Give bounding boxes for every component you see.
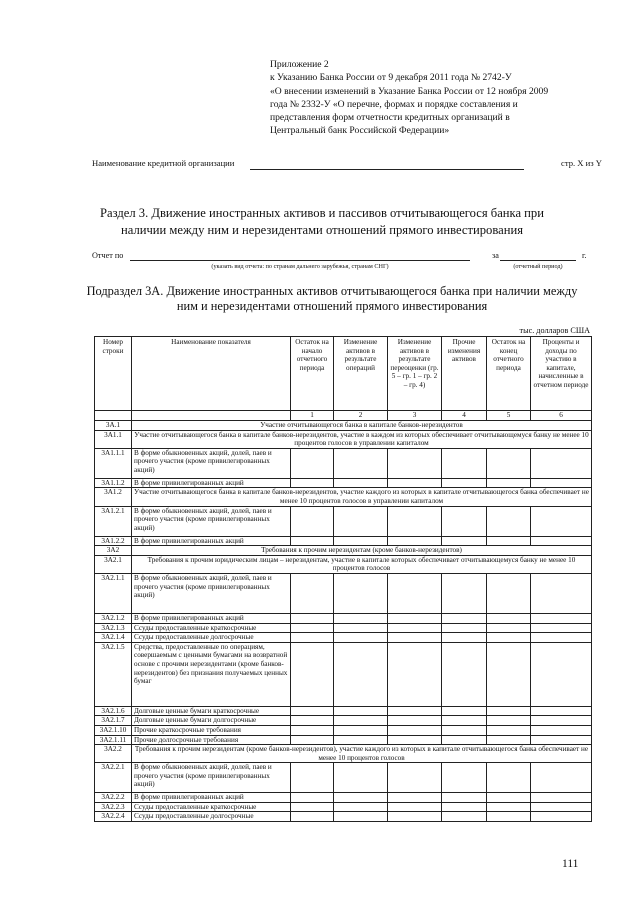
col-header: Остаток на конец отчетного периода xyxy=(487,337,531,411)
table-row xyxy=(95,573,592,613)
organization-name-field[interactable] xyxy=(250,169,524,170)
value-cell[interactable] xyxy=(531,573,592,613)
header-line: Приложение 2 xyxy=(270,59,329,70)
value-cell[interactable] xyxy=(291,706,334,716)
value-cell[interactable] xyxy=(531,536,592,546)
value-cell[interactable] xyxy=(531,642,592,706)
page-number: 111 xyxy=(562,858,579,870)
row-code: 3А2.1 xyxy=(95,555,132,573)
value-cell[interactable] xyxy=(487,506,531,536)
row-code: 3А2.1.4 xyxy=(95,633,132,643)
table-row xyxy=(95,725,592,735)
col-number: 3 xyxy=(388,411,442,421)
row-name: Требования к прочим нерезидентам (кроме банков-нерезидентов), участие каждого из которых в капитале отчитывающегося банка обеспечивает не менее 10 процентов голосов xyxy=(132,745,592,763)
table-row xyxy=(95,546,592,556)
col-header: Изменение активов в результате переоценки (гр. 5 – гр. 1 – гр. 2 – гр. 4) xyxy=(388,337,442,411)
row-code: 3А2.1.2 xyxy=(95,613,132,623)
value-cell[interactable] xyxy=(388,506,442,536)
value-cell[interactable] xyxy=(442,716,487,726)
row-name: Участие отчитывающегося банка в капитале банков-нерезидентов xyxy=(132,421,592,431)
value-cell[interactable] xyxy=(442,735,487,745)
row-name: Ссуды предоставленные долгосрочные xyxy=(132,812,291,822)
value-cell[interactable] xyxy=(442,642,487,706)
table-row xyxy=(95,421,592,431)
value-cell[interactable] xyxy=(291,448,334,478)
table-row xyxy=(95,793,592,803)
value-cell[interactable] xyxy=(487,642,531,706)
col-header: Номер строки xyxy=(95,337,132,411)
value-cell[interactable] xyxy=(334,802,388,812)
section-title: Раздел 3. Движение иностранных активов и пассивов отчитывающегося банка при наличии между ним и нерезидентами отношений прямого инвестирования xyxy=(100,206,544,237)
row-name: Ссуды предоставленные краткосрочные xyxy=(132,802,291,812)
organization-label: Наименование кредитной организации xyxy=(92,158,235,168)
row-code: 3А2.1.10 xyxy=(95,725,132,735)
value-cell[interactable] xyxy=(388,716,442,726)
value-cell[interactable] xyxy=(388,633,442,643)
value-cell[interactable] xyxy=(291,623,334,633)
value-cell[interactable] xyxy=(388,802,442,812)
table-row xyxy=(95,735,592,745)
value-cell[interactable] xyxy=(334,706,388,716)
value-cell[interactable] xyxy=(442,725,487,735)
table-row xyxy=(95,802,592,812)
row-code: 3А1.2.2 xyxy=(95,536,132,546)
row-name: Прочие краткосрочные требования xyxy=(132,725,291,735)
value-cell[interactable] xyxy=(487,623,531,633)
value-cell[interactable] xyxy=(531,506,592,536)
value-cell[interactable] xyxy=(487,763,531,793)
col-number: 4 xyxy=(442,411,487,421)
value-cell[interactable] xyxy=(388,623,442,633)
value-cell[interactable] xyxy=(291,633,334,643)
value-cell[interactable] xyxy=(531,623,592,633)
col-number: 2 xyxy=(334,411,388,421)
value-cell[interactable] xyxy=(487,536,531,546)
value-cell[interactable] xyxy=(291,573,334,613)
value-cell[interactable] xyxy=(388,536,442,546)
table-row xyxy=(95,488,592,506)
value-cell[interactable] xyxy=(487,802,531,812)
value-cell[interactable] xyxy=(291,802,334,812)
table-row xyxy=(95,613,592,623)
value-cell[interactable] xyxy=(388,448,442,478)
value-cell[interactable] xyxy=(291,642,334,706)
value-cell[interactable] xyxy=(531,802,592,812)
value-cell[interactable] xyxy=(291,613,334,623)
row-name: В форме привилегированных акций xyxy=(132,613,291,623)
value-cell[interactable] xyxy=(442,623,487,633)
row-code: 3А2.1.6 xyxy=(95,706,132,716)
value-cell[interactable] xyxy=(388,725,442,735)
value-cell[interactable] xyxy=(487,716,531,726)
value-cell[interactable] xyxy=(531,633,592,643)
col-header: Наименование показателя xyxy=(132,337,291,411)
value-cell[interactable] xyxy=(531,478,592,488)
page-counter: стр. X из Y xyxy=(561,158,602,168)
row-code: 3А2.2 xyxy=(95,745,132,763)
value-cell[interactable] xyxy=(442,633,487,643)
value-cell[interactable] xyxy=(442,448,487,478)
col-header: Прочие изменения активов xyxy=(442,337,487,411)
row-code: 3А2.1.3 xyxy=(95,623,132,633)
value-cell[interactable] xyxy=(442,802,487,812)
header-line: к Указанию Банка России от 9 декабря 2011 года № 2742-У xyxy=(270,72,512,84)
value-cell[interactable] xyxy=(388,763,442,793)
subsection-title: Подраздел 3А. Движение иностранных активов отчитывающегося банка при наличии между ним и нерезидентами отношений прямого инвестирования xyxy=(86,284,578,313)
table-row xyxy=(95,633,592,643)
value-cell[interactable] xyxy=(291,536,334,546)
value-cell[interactable] xyxy=(291,793,334,803)
row-code: 3А2.2.3 xyxy=(95,802,132,812)
value-cell[interactable] xyxy=(442,793,487,803)
value-cell[interactable] xyxy=(388,642,442,706)
value-cell[interactable] xyxy=(531,613,592,623)
row-name: В форме обыкновенных акций, долей, паев и прочего участия (кроме привилегированных акций) xyxy=(132,573,291,613)
value-cell[interactable] xyxy=(334,716,388,726)
value-cell[interactable] xyxy=(334,448,388,478)
table-row xyxy=(95,763,592,793)
value-cell[interactable] xyxy=(487,706,531,716)
table-row xyxy=(95,623,592,633)
value-cell[interactable] xyxy=(487,633,531,643)
value-cell[interactable] xyxy=(291,478,334,488)
row-code: 3А2.1.11 xyxy=(95,735,132,745)
row-code: 3А1.2 xyxy=(95,488,132,506)
value-cell[interactable] xyxy=(531,812,592,822)
value-cell[interactable] xyxy=(334,642,388,706)
value-cell[interactable] xyxy=(334,478,388,488)
row-code: 3А2.1.7 xyxy=(95,716,132,726)
row-code: 3А2.1.5 xyxy=(95,642,132,706)
value-cell[interactable] xyxy=(442,536,487,546)
value-cell[interactable] xyxy=(531,793,592,803)
value-cell[interactable] xyxy=(531,763,592,793)
table-row xyxy=(95,506,592,536)
row-name: Требования к прочим юридическим лицам – нерезидентам, участие в капитале которых обеспечивает отчитывающемуся банку не менее 10 процентов голосов xyxy=(132,555,592,573)
table-body xyxy=(95,421,592,822)
report-period-field[interactable] xyxy=(500,260,576,261)
row-name: Долговые ценные бумаги долгосрочные xyxy=(132,716,291,726)
value-cell[interactable] xyxy=(487,478,531,488)
value-cell[interactable] xyxy=(334,506,388,536)
value-cell[interactable] xyxy=(442,478,487,488)
value-cell[interactable] xyxy=(334,812,388,822)
header-line: «О внесении изменений в Указание Банка России от 12 ноября 2009 xyxy=(270,85,549,97)
row-name: В форме привилегированных акций xyxy=(132,536,291,546)
value-cell[interactable] xyxy=(291,812,334,822)
value-cell[interactable] xyxy=(334,623,388,633)
col-header: Остаток на начало отчетного периода xyxy=(291,337,334,411)
col-number-empty xyxy=(132,411,291,421)
value-cell[interactable] xyxy=(291,725,334,735)
row-code: 3А2.1.1 xyxy=(95,573,132,613)
value-cell[interactable] xyxy=(442,812,487,822)
row-code: 3А1.1 xyxy=(95,430,132,448)
value-cell[interactable] xyxy=(531,735,592,745)
col-number: 1 xyxy=(291,411,334,421)
value-cell[interactable] xyxy=(487,613,531,623)
value-cell[interactable] xyxy=(388,478,442,488)
row-name: В форме привилегированных акций xyxy=(132,793,291,803)
value-cell[interactable] xyxy=(388,613,442,623)
header-line: представления форм отчетности кредитных организаций в xyxy=(270,112,510,124)
value-cell[interactable] xyxy=(442,763,487,793)
row-name: Ссуды предоставленные долгосрочные xyxy=(132,633,291,643)
col-header: Проценты и доходы по участию в капитале, начисленные в отчетном периоде xyxy=(531,337,592,411)
value-cell[interactable] xyxy=(291,506,334,536)
row-name: Участие отчитывающегося банка в капитале банков-нерезидентов, участие каждого из которых в капитале отчитывающегося банка обеспечивает не менее 10 процентов голосов в управлении капиталом xyxy=(132,488,592,506)
row-name: В форме обыкновенных акций, долей, паев и прочего участия (кроме привилегированных акций) xyxy=(132,763,291,793)
row-name: Участие отчитывающегося банка в капитале банков-нерезидентов, участие в каждом из которых обеспечивает отчитывающемуся банку не менее 10 процентов голосов в управлении капиталом xyxy=(132,430,592,448)
row-name: Требования к прочим нерезидентам (кроме банков-нерезидентов) xyxy=(132,546,592,556)
value-cell[interactable] xyxy=(334,725,388,735)
value-cell[interactable] xyxy=(388,735,442,745)
table-row xyxy=(95,478,592,488)
value-cell[interactable] xyxy=(487,812,531,822)
value-cell[interactable] xyxy=(531,448,592,478)
row-code: 3А2.2.1 xyxy=(95,763,132,793)
value-cell[interactable] xyxy=(531,716,592,726)
report-table xyxy=(94,336,592,822)
appendix-header xyxy=(270,58,610,138)
value-cell[interactable] xyxy=(487,735,531,745)
header-line: Центральный банк Российской Федерации» xyxy=(270,125,450,137)
table-row xyxy=(95,430,592,448)
value-cell[interactable] xyxy=(442,613,487,623)
table-row xyxy=(95,448,592,478)
report-period-hint: (отчетный период) xyxy=(513,263,563,270)
report-period-label: за xyxy=(492,251,499,260)
value-cell[interactable] xyxy=(388,706,442,716)
table-row xyxy=(95,555,592,573)
table-row xyxy=(95,745,592,763)
value-cell[interactable] xyxy=(487,793,531,803)
header-line: года № 2332-У «О перечне, формах и порядке составления и xyxy=(270,98,518,110)
value-cell[interactable] xyxy=(531,725,592,735)
row-name: В форме привилегированных акций xyxy=(132,478,291,488)
row-code: 3А1.2.1 xyxy=(95,506,132,536)
value-cell[interactable] xyxy=(388,573,442,613)
value-cell[interactable] xyxy=(388,793,442,803)
table-row xyxy=(95,716,592,726)
report-type-hint: (указать вид отчета: по странам дальнего зарубежья, странам СНГ) xyxy=(211,263,389,270)
table-row xyxy=(95,706,592,716)
value-cell[interactable] xyxy=(531,706,592,716)
row-name: Прочие долгосрочные требования xyxy=(132,735,291,745)
value-cell[interactable] xyxy=(334,536,388,546)
value-cell[interactable] xyxy=(442,506,487,536)
report-label: Отчет по xyxy=(92,251,124,260)
value-cell[interactable] xyxy=(442,573,487,613)
value-cell[interactable] xyxy=(487,448,531,478)
report-year-suffix: г. xyxy=(582,251,587,260)
col-number: 5 xyxy=(487,411,531,421)
value-cell[interactable] xyxy=(291,735,334,745)
value-cell[interactable] xyxy=(334,763,388,793)
row-code: 3А2.2.2 xyxy=(95,793,132,803)
row-name: Средства, предоставленные по операциям, совершаемым с ценными бумагами на возвратной основе с прочими нерезидентами (кроме банков-нерезидентов) без признания получаемых ценных бумаг xyxy=(132,642,291,706)
row-code: 3А1.1.2 xyxy=(95,478,132,488)
value-cell[interactable] xyxy=(334,573,388,613)
table-row xyxy=(95,642,592,706)
row-code: 3А1.1.1 xyxy=(95,448,132,478)
value-cell[interactable] xyxy=(487,573,531,613)
row-name: В форме обыкновенных акций, долей, паев и прочего участия (кроме привилегированных акций) xyxy=(132,506,291,536)
value-cell[interactable] xyxy=(334,793,388,803)
value-cell[interactable] xyxy=(334,633,388,643)
value-cell[interactable] xyxy=(388,812,442,822)
table-row xyxy=(95,536,592,546)
col-header: Изменение активов в результате операций xyxy=(334,337,388,411)
row-code: 3А2.2.4 xyxy=(95,812,132,822)
row-name: Ссуды предоставленные краткосрочные xyxy=(132,623,291,633)
value-cell[interactable] xyxy=(487,725,531,735)
row-name: Долговые ценные бумаги краткосрочные xyxy=(132,706,291,716)
row-name: В форме обыкновенных акций, долей, паев и прочего участия (кроме привилегированных акций) xyxy=(132,448,291,478)
units-label: тыс. долларов США xyxy=(519,326,590,335)
value-cell[interactable] xyxy=(334,613,388,623)
value-cell[interactable] xyxy=(442,706,487,716)
value-cell[interactable] xyxy=(291,716,334,726)
value-cell[interactable] xyxy=(291,763,334,793)
col-number: 6 xyxy=(531,411,592,421)
col-number-empty xyxy=(95,411,132,421)
table-row xyxy=(95,812,592,822)
row-code: 3А.1 xyxy=(95,421,132,431)
report-row xyxy=(92,251,600,275)
report-type-field[interactable] xyxy=(130,260,470,261)
row-code: 3А2 xyxy=(95,546,132,556)
value-cell[interactable] xyxy=(334,735,388,745)
organization-row xyxy=(92,158,602,172)
